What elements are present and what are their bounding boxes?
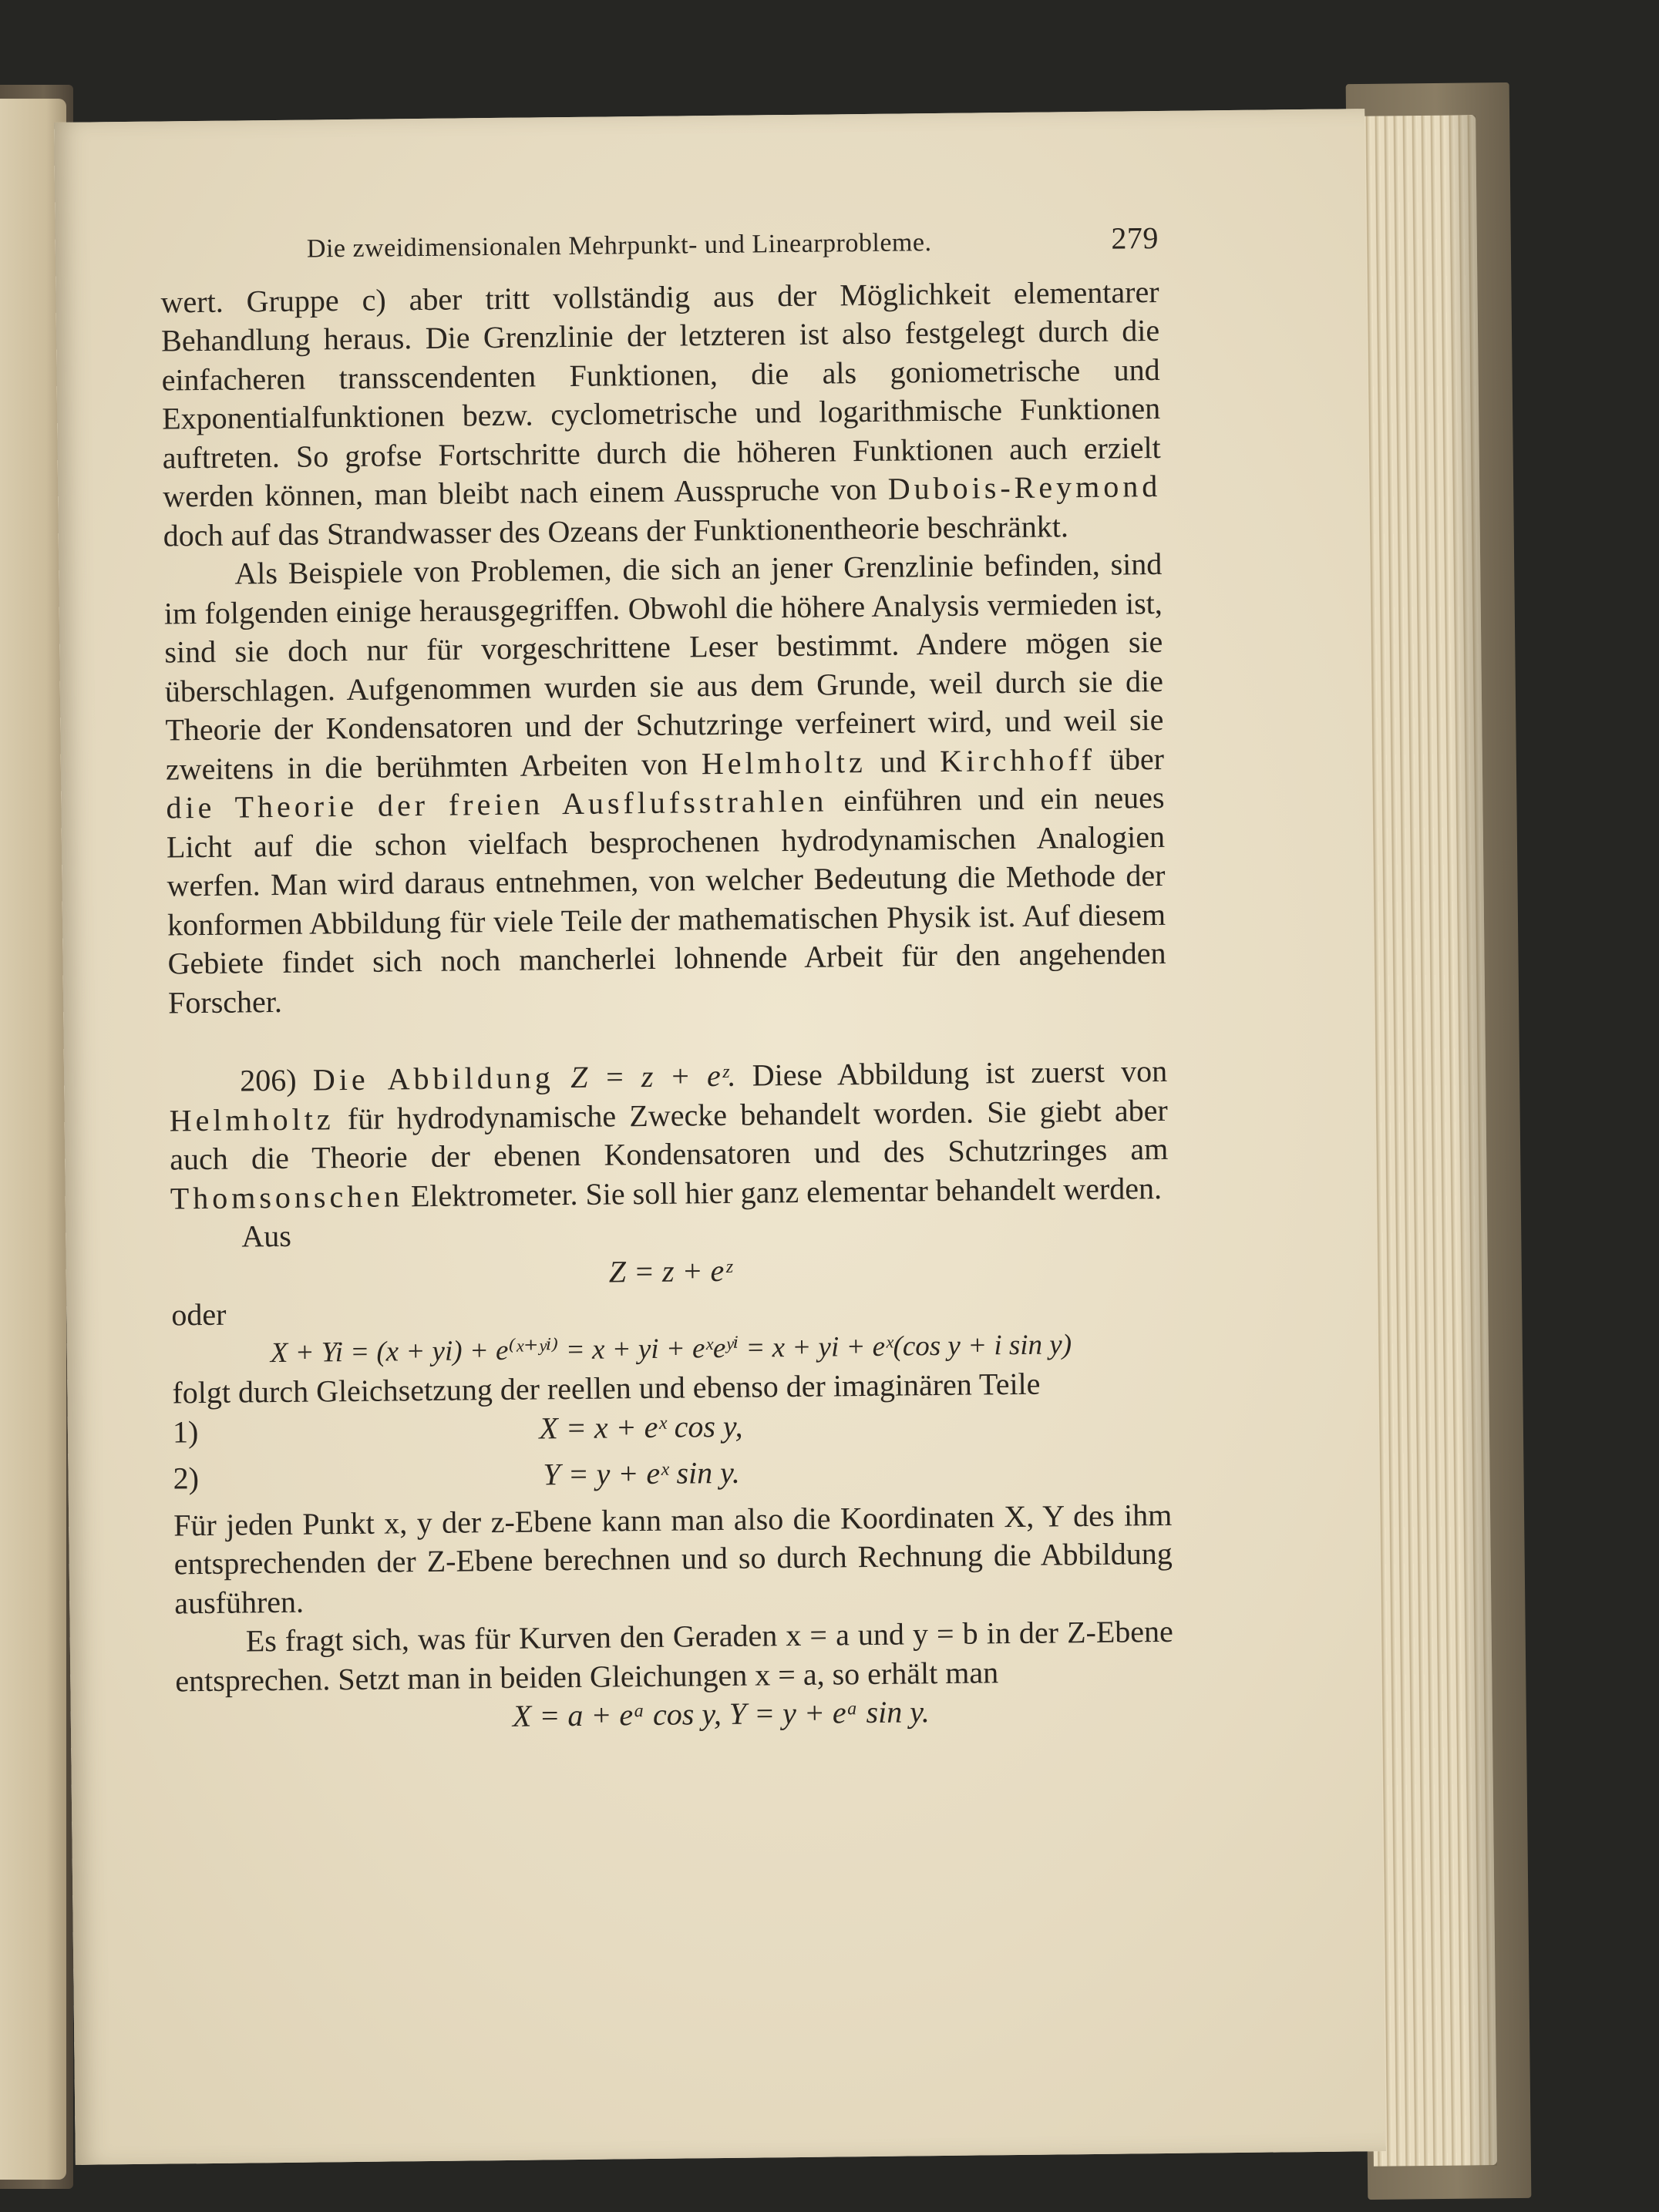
folgt-text: folgt durch Gleichsetzung der reellen und ebenso der imaginären Teile xyxy=(172,1366,1041,1410)
paragraph-2-text-a: Als Beispiele von Problemen, die sich an jener Grenzlinie befinden, sind im folgenden einige herausgegriffen. Obwohl die höhere Analysis vermieden ist, sind sie doch nur für vorgeschrittene Leser bestimmt. Andere mögen sie überschlagen. Aufgenommen wurden sie aus dem Grunde, weil durch sie die Theorie der Kondensatoren und der Schutzringe verfeinert wird, und weil sie zweitens in die berühmten Arbeiten von xyxy=(163,546,1164,787)
paragraph-3: Für jeden Punkt x, y der z-Ebene kann man also die Koordinaten X, Y des ihm entsprechenden der Z-Ebene berechnen und so durch Rechnung die Abbildung ausführen. xyxy=(173,1497,1173,1620)
aus-label: Aus xyxy=(241,1218,292,1254)
author-name-kirchhoff: Kirchhoff xyxy=(939,741,1096,778)
paragraph-2-text-c: einführen und ein neues Licht auf die schon vielfach besprochenen hydrodynamischen Analogien werfen. Man wird daraus entnehmen, von welcher Bedeutung die Methode der konformen Abbildung für viele Teile der mathematischen Physik ist. Auf diesem Gebiete findet sich noch mancherlei lohnende Arbeit für den angehenden Forscher. xyxy=(166,779,1166,1020)
section-intro-a: Diese Abbildung ist zuerst von xyxy=(752,1053,1168,1093)
running-title: Die zweidimensionalen Mehrpunkt- und Linearprobleme. xyxy=(306,228,932,264)
author-name-thomson: Thomsonschen xyxy=(170,1178,404,1215)
paragraph-1 xyxy=(160,272,1162,555)
paragraph-1-end: doch auf das Strandwasser des Ozeans der Funktionentheorie beschränkt. xyxy=(163,508,1069,553)
formula-z: Z = z + eᶻ xyxy=(608,1252,732,1289)
paragraph-2-text-b: über xyxy=(1109,741,1165,777)
author-name-helmholtz: Helmholtz xyxy=(701,744,867,781)
section-intro-b: für hydrodynamische Zwecke behandelt worden. Sie giebt aber auch die Theorie der ebenen Kondensatoren und des Schutzringes am xyxy=(170,1092,1169,1177)
page-number: 279 xyxy=(1111,220,1159,256)
paragraph-2-und: und xyxy=(880,743,927,779)
equation-2 xyxy=(173,1449,1171,1498)
book-page xyxy=(54,109,1386,2165)
paragraph-2-spaced-title: die Theorie der freien Ausflufsstrahlen xyxy=(166,783,828,825)
equation-2-label: 2) xyxy=(173,1461,200,1496)
equation-2-body: Y = y + eˣ sin y. xyxy=(543,1454,740,1492)
section-206-intro xyxy=(169,1052,1169,1219)
section-heading-formula: Z = z + eᶻ. xyxy=(570,1057,736,1095)
formula-expansion: X + Yi = (x + yi) + e⁽ˣ⁺ʸⁱ⁾ = x + yi + eˣeʸⁱ = x + yi + eˣ(cos y + i sin y) xyxy=(270,1328,1072,1369)
equation-1-label: 1) xyxy=(172,1414,199,1449)
page-text xyxy=(160,219,1174,1740)
equation-1-body: X = x + eˣ cos y, xyxy=(539,1408,743,1445)
paragraph-1-text: wert. Gruppe c) aber tritt vollständig aus der Möglichkeit elementarer Behandlung heraus. Die Grenzlinie der letzteren ist also festgelegt durch die einfacheren transscendenten Funktionen, die als goniometrische und Exponentialfunktionen bezw. cyclometrische und logarithmische Funktionen auftreten. So grofse Fortschritte durch die höheren Funktionen auch erzielt werden können, man bleibt nach einem Ausspruche von xyxy=(160,274,1161,514)
section-heading: Die Abbildung xyxy=(312,1060,554,1098)
author-name-helmholtz-2: Helmholtz xyxy=(169,1101,335,1138)
author-name-dubois-reymond: Dubois-Reymond xyxy=(887,468,1162,506)
paragraph-4: Es fragt sich, was für Kurven den Geraden x = a und y = b in der Z-Ebene entsprechen. Setzt man in beiden Gleichungen x = a, so erhält man xyxy=(175,1613,1173,1698)
paragraph-2 xyxy=(163,545,1166,1023)
oder-label: oder xyxy=(171,1296,227,1333)
running-header xyxy=(160,219,1159,271)
section-intro-c: Elektrometer. Sie soll hier ganz elementar behandelt werden. xyxy=(410,1170,1163,1213)
section-number: 206) xyxy=(239,1062,297,1098)
formula-curves: X = a + eᵃ cos y, Y = y + eᵃ sin y. xyxy=(512,1694,930,1733)
